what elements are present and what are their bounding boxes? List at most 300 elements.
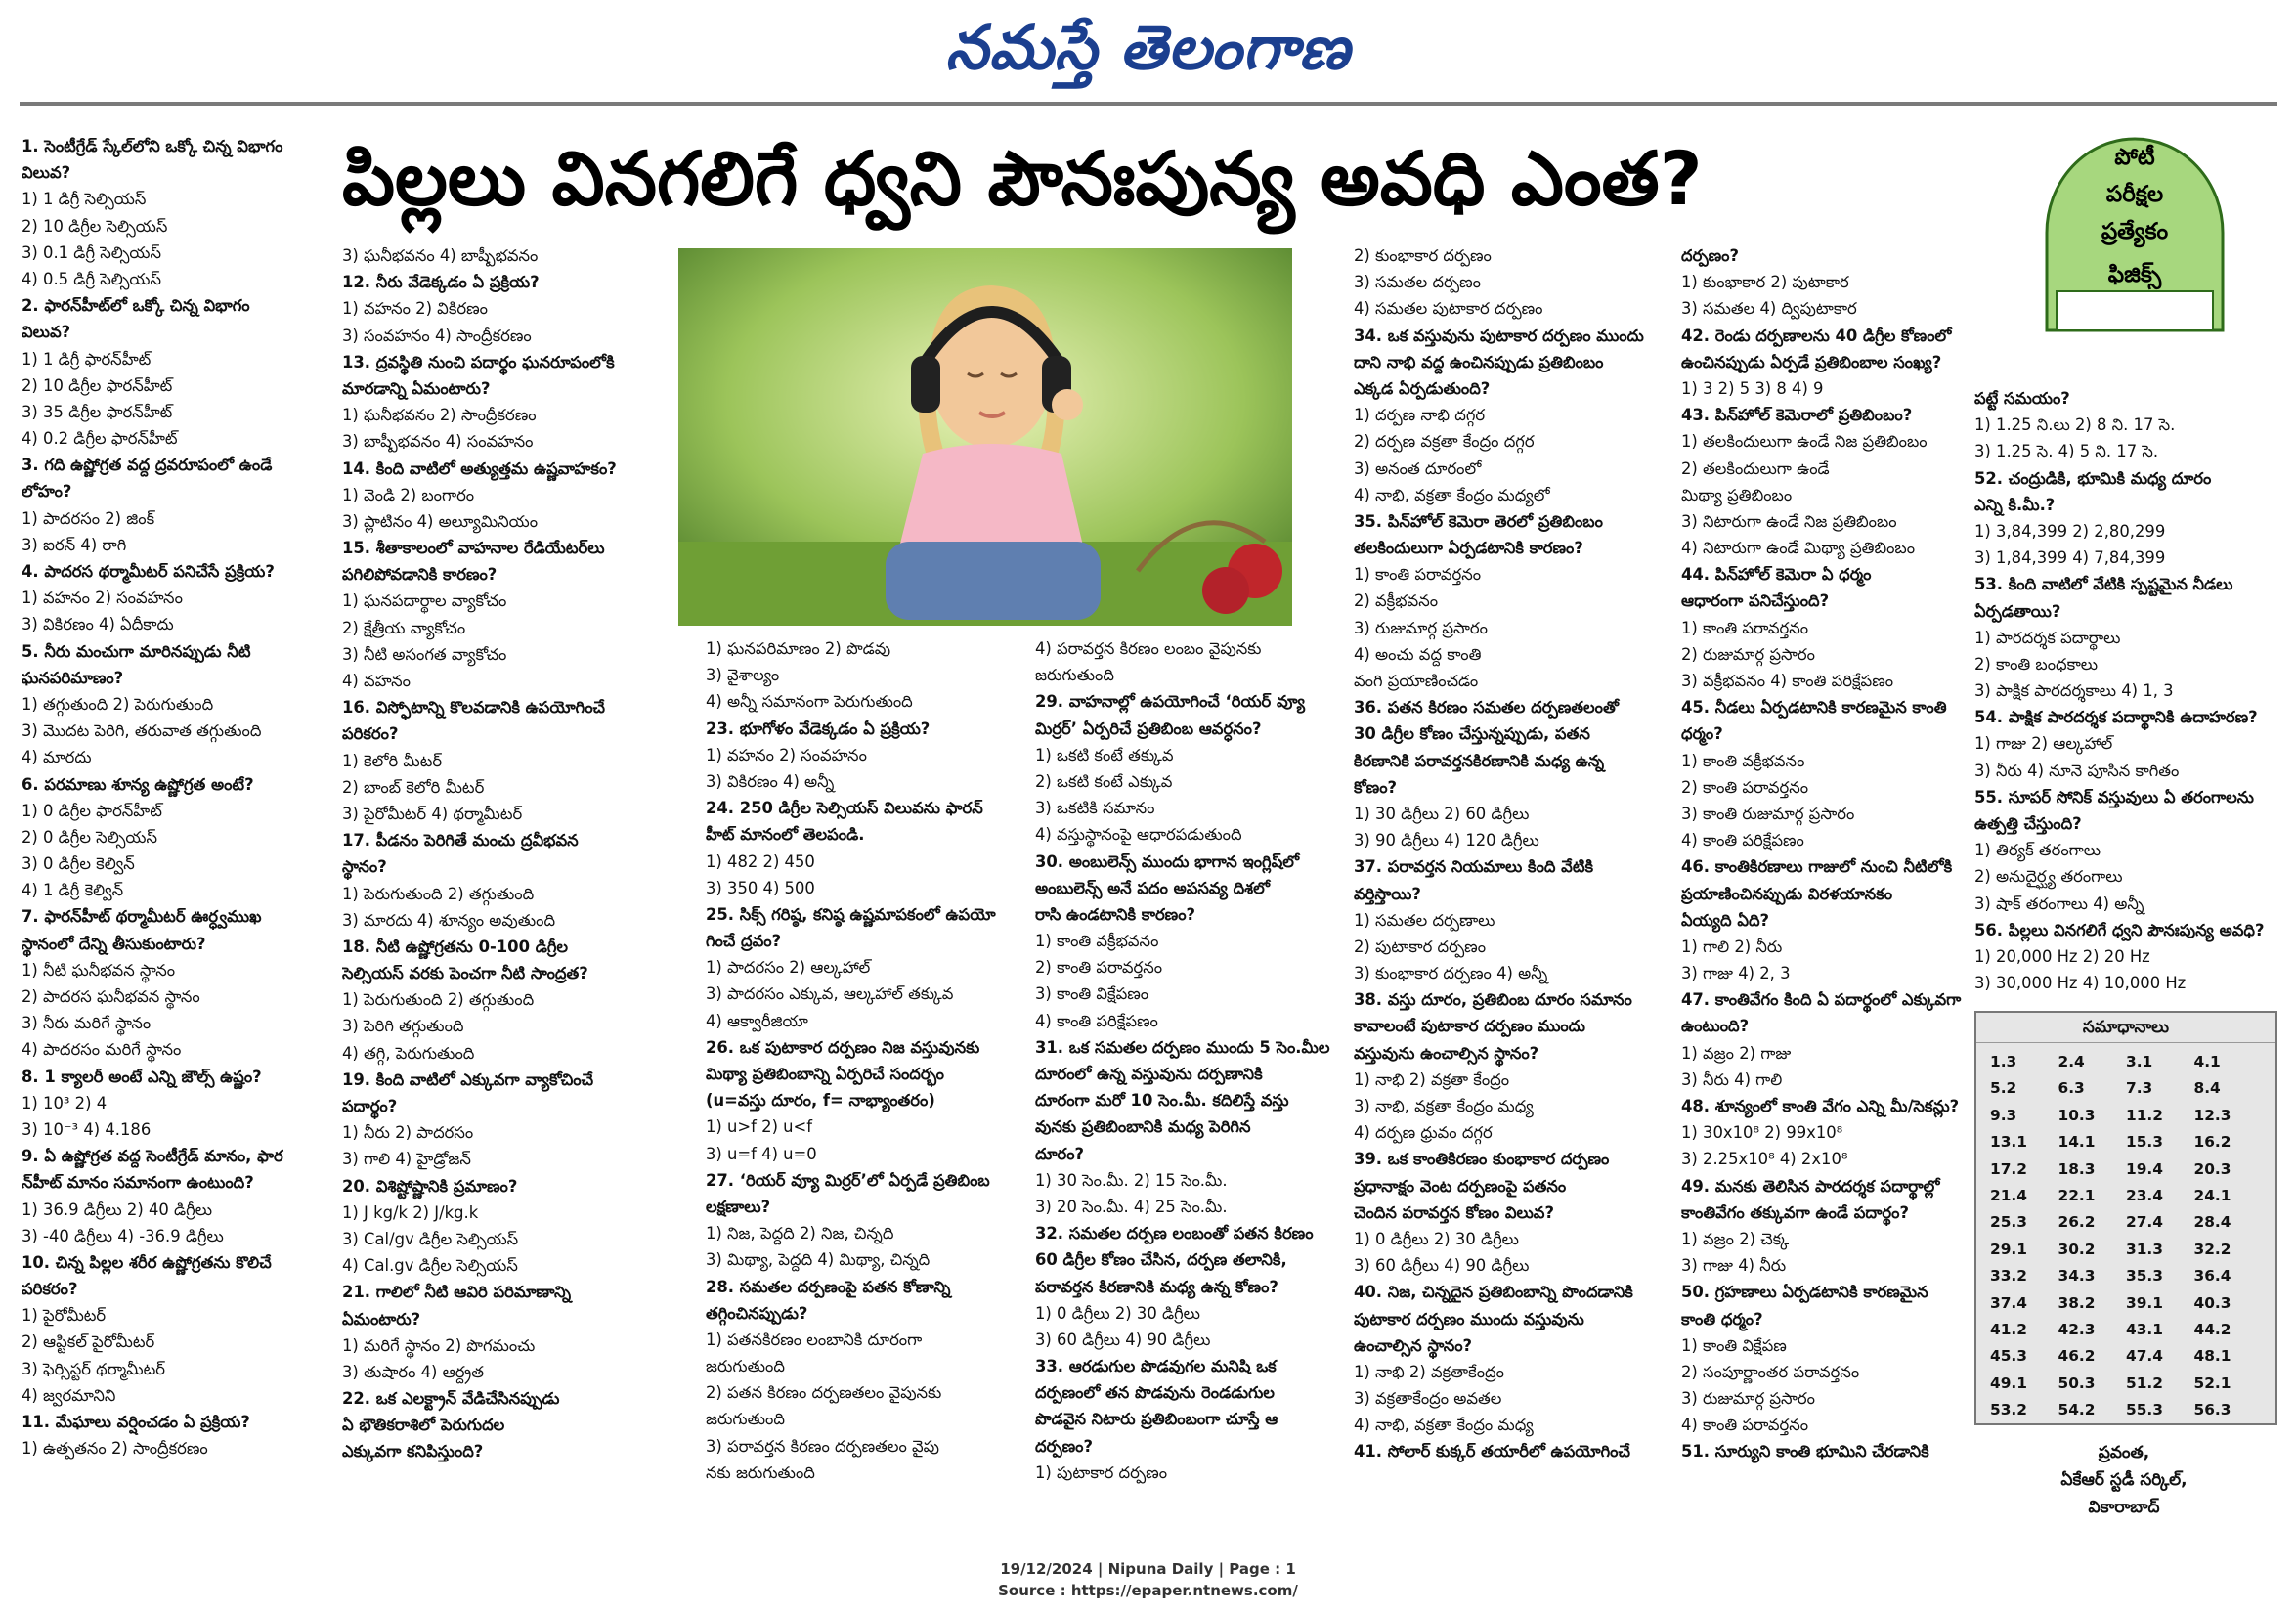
question-text: దర్పణం?: [1681, 246, 1739, 265]
page-footer: [0, 1558, 2296, 1601]
question-text: ఎక్కువగా కనిపిస్తుంది?: [342, 1442, 484, 1461]
question-text: 34. ఒక వస్తువును పుటాకార దర్పణం ముందు: [1354, 326, 1644, 345]
question-text: ధర్మం?: [1681, 724, 1723, 744]
option-text: 4) పాదరసం మరిగే స్థానం: [22, 1040, 182, 1060]
option-text: 1) 482 2) 450: [706, 851, 815, 871]
option-text: 3) మారదు 4) శూన్యం అవుతుంది: [342, 910, 556, 930]
answer-item: 36.4: [2193, 1267, 2231, 1286]
option-text: 3) -40 డిగ్రీలు 4) -36.9 డిగ్రీలు: [22, 1226, 224, 1245]
answer-item: 28.4: [2193, 1213, 2231, 1232]
option-text: 1) ఉత్పతనం 2) సాంద్రీకరణం: [22, 1439, 208, 1459]
option-text: 3) గాజు 4) నీరు: [1681, 1256, 1787, 1276]
question-text: 19. కింది వాటిలో ఎక్కువగా వ్యాకోచించే: [342, 1069, 594, 1089]
option-text: 3) 90 డిగ్రీలు 4) 120 డిగ్రీలు: [1354, 831, 1539, 851]
option-text: 1) ఘనపదార్థాల వ్యాకోచం: [342, 591, 507, 611]
question-text: పొడవైన నిటారు ప్రతిబింబంగా చూస్తే ఆ: [1035, 1410, 1278, 1429]
question-text: 50. గ్రహణాలు ఏర్పడటానికి కారణమైన: [1681, 1283, 1928, 1302]
option-text: 3) గాజు 4) 2, 3: [1681, 964, 1791, 983]
question-text: 7. ఫారన్‌హీట్ థర్మామీటర్ ఊర్ధ్వముఖ: [22, 907, 262, 927]
question-text: న్‌హీట్ మానం సమానంగా ఉంటుంది?: [22, 1173, 254, 1193]
option-text: 3) రుజుమార్గ ప్రసారం: [1354, 618, 1488, 637]
option-text: 1) u>f 2) u<f: [706, 1117, 813, 1137]
masthead-rule: [20, 102, 2277, 106]
option-text: 3) ఘనీభవనం 4) బాష్పీభవనం: [342, 246, 539, 265]
option-text: 3) 60 డిగ్రీలు 4) 90 డిగ్రీలు: [1035, 1330, 1211, 1349]
masthead-logo: నమస్తే తెలంగాణ: [945, 12, 1351, 83]
question-text: ఏమంటారు?: [342, 1309, 421, 1329]
option-text: 1) పెరుగుతుంది 2) తగ్గుతుంది: [342, 990, 535, 1010]
answer-item: 23.4: [2126, 1187, 2163, 1205]
question-text: 38. వస్తు దూరం, ప్రతిబింబ దూరం సమానం: [1354, 990, 1632, 1010]
question-text: స్థానంలో దేన్ని తీసుకుంటారు?: [22, 934, 206, 953]
question-text: 22. ఒక ఎలక్ట్రాన్ వేడిచేసినప్పుడు: [342, 1389, 560, 1409]
option-text: 1) వజ్రం 2) గాజు: [1681, 1043, 1792, 1063]
option-text: 3) 2.25x10⁸ 4) 2x10⁸: [1681, 1150, 1848, 1169]
answer-item: 37.4: [1990, 1293, 2027, 1312]
question-text: 29. వాహనాల్లో ఉపయోగించే ‘రియర్ వ్యూ: [1035, 692, 1305, 712]
option-text: జరుగుతుంది: [706, 1357, 785, 1376]
question-text: ఏ భౌతికరాశిలో పెరుగుదల: [342, 1416, 505, 1435]
answer-item: 32.2: [2193, 1240, 2231, 1258]
option-text: 3) Cal/gv డిగ్రీల సెల్సియస్: [342, 1229, 519, 1248]
question-text: 35. పిన్‌హోల్ కెమెరా తెరలో ప్రతిబింబం: [1354, 511, 1603, 531]
question-text: 18. నీటి ఉష్ణోగ్రతను 0-100 డిగ్రీల: [342, 937, 568, 956]
answer-item: 30.2: [2058, 1240, 2096, 1258]
question-text: పరావర్తన కిరణానికి మధ్య ఉన్న కోణం?: [1035, 1277, 1278, 1296]
option-text: 4) పరావర్తన కిరణం లంబం వైపునకు: [1035, 639, 1262, 658]
option-text: 3) 350 4) 500: [706, 878, 815, 897]
question-text: ఆధారంగా పనిచేస్తుంది?: [1681, 591, 1830, 611]
question-text: అంబులెన్స్ అనే పదం అపసవ్య దిశలో: [1035, 878, 1271, 897]
option-text: 3) నాభి, వక్రతా కేంద్రం మధ్య: [1354, 1097, 1534, 1115]
question-text: 60 డిగ్రీల కోణం చేసిన, దర్పణ తలానికి,: [1035, 1250, 1287, 1270]
option-text: 3) నీరు 4) గాలి: [1681, 1069, 1783, 1089]
option-text: 2) పతన కిరణం దర్పణతలం వైపునకు: [706, 1383, 942, 1403]
question-text: 6. పరమాణు శూన్య ఉష్ణోగ్రత అంటే?: [22, 774, 254, 794]
answer-item: 49.1: [1990, 1374, 2027, 1392]
option-text: 3) సమతల 4) ద్విపుటాకార: [1681, 299, 1857, 319]
answer-item: 6.3: [2058, 1079, 2085, 1098]
question-column-7: [1974, 385, 2283, 1001]
author-place: వికారాబాద్: [2088, 1498, 2160, 1517]
option-text: 1) 1 డిగ్రీ సెల్సియస్: [22, 190, 147, 209]
option-text: 2) రుజుమార్గ ప్రసారం: [1681, 644, 1815, 664]
question-text: (u=వస్తు దూరం, f= నాభ్యాంతరం): [706, 1091, 935, 1111]
question-text: 25. సిక్స్ గరిష్ఠ, కనిష్ఠ ఉష్ణమాపకంలో ఉపయో: [706, 904, 996, 924]
option-text: 3) 10⁻³ 4) 4.186: [22, 1119, 152, 1139]
question-column-6: [1681, 242, 1994, 1523]
option-text: 3) 60 డిగ్రీలు 4) 90 డిగ్రీలు: [1354, 1256, 1530, 1276]
option-text: 1) సమతల దర్పణాలు: [1354, 910, 1495, 930]
question-text: ఏయ్యది ఏది?: [1681, 910, 1770, 930]
question-text: 15. శీతాకాలంలో వాహనాల రేడియేటర్‌లు: [342, 539, 605, 558]
question-text: సెల్సియస్ వరకు పెంచగా నీటి సాంద్రత?: [342, 964, 588, 983]
question-text: దూరంగా మరో 10 సెం.మీ. కదిలిస్తే వస్తు: [1035, 1091, 1289, 1111]
option-text: 3) నిటారుగా ఉండే నిజ ప్రతిబింబం: [1681, 511, 1897, 531]
question-text: ఉంచాల్సిన స్థానం?: [1354, 1335, 1473, 1355]
question-text: 17. పీడనం పెరిగితే మంచు ద్రవీభవన: [342, 831, 579, 851]
option-text: 2) కాంతి పరావర్తనం: [1035, 958, 1163, 978]
option-text: 4) 0.2 డిగ్రీల ఫారన్‌హీట్: [22, 429, 178, 449]
question-text: 9. ఏ ఉష్ణోగ్రత వద్ద సెంటీగ్రేడ్ మానం, ఫార: [22, 1147, 283, 1166]
option-text: 2) కాంతి బంధకాలు: [1974, 654, 2099, 674]
answer-item: 40.3: [2193, 1293, 2231, 1312]
option-text: 1) 10³ 2) 4: [22, 1093, 108, 1112]
option-text: 3) 35 డిగ్రీల ఫారన్‌హీట్: [22, 402, 173, 421]
option-text: 1) ఒకటి కంటే తక్కువ: [1035, 745, 1174, 764]
question-text: లక్షణాలు?: [706, 1197, 771, 1216]
option-text: 3) 0.1 డిగ్రీ సెల్సియస్: [22, 242, 161, 262]
answer-item: 33.2: [1990, 1267, 2027, 1286]
option-text: 2) దర్పణ వక్రతా కేంద్రం దగ్గర: [1354, 432, 1535, 452]
question-text: 40. నిజ, చిన్నదైన ప్రతిబింబాన్ని పొందడానికి: [1354, 1283, 1633, 1302]
option-text: 1) గాలి 2) నీరు: [1681, 937, 1783, 956]
option-text: 3) తుషారం 4) ఆర్ద్రత: [342, 1362, 485, 1381]
answer-item: 56.3: [2193, 1401, 2231, 1419]
option-text: 3) పాక్షిక పారదర్శకాలు 4) 1, 3: [1974, 681, 2174, 701]
option-text: 2) అనుదైర్ఘ్య తరంగాలు: [1974, 867, 2123, 887]
answer-item: 10.3: [2058, 1106, 2096, 1124]
question-text: 42. రెండు దర్పణాలను 40 డిగ్రీల కోణంలో: [1681, 326, 1952, 345]
option-text: 1) 1.25 ని.లు 2) 8 ని. 17 సె.: [1974, 415, 2176, 435]
answer-item: 46.2: [2058, 1347, 2096, 1366]
question-text: ఎన్ని కి.మీ.?: [1974, 495, 2056, 514]
question-text: 49. మనకు తెలిసిన పారదర్శక పదార్థాల్లో: [1681, 1176, 1940, 1196]
question-text: 43. పిన్‌హోల్ కెమెరాలో ప్రతిబింబం?: [1681, 406, 1913, 425]
option-text: 1) తలకిందులుగా ఉండే నిజ ప్రతిబింబం: [1681, 432, 1928, 452]
option-text: 1) 0 డిగ్రీల ఫారన్‌హీట్: [22, 801, 162, 820]
option-text: 2) క్షేత్రీయ వ్యాకోచం: [342, 618, 466, 637]
option-text: 1) పాదరసం 2) జింక్: [22, 508, 155, 528]
option-text: 1) 3,84,399 2) 2,80,299: [1974, 521, 2166, 541]
question-text: 37. పరావర్తన నియమాలు కింది వేటికి: [1354, 857, 1594, 877]
option-text: 1) కెలోరి మీటర్: [342, 751, 443, 770]
question-text: 33. ఆరడుగుల పొడవుగల మనిషి ఒక: [1035, 1357, 1277, 1376]
question-text: రాసి ఉండటానికి కారణం?: [1035, 904, 1196, 924]
question-text: పట్టే సమయం?: [1974, 389, 2070, 408]
option-text: 4) వస్తుస్థానంపై ఆధారపడుతుంది: [1035, 825, 1242, 845]
answer-item: 22.1: [2058, 1187, 2096, 1205]
question-text: 30. అంబులెన్స్ ముందు భాగాన ఇంగ్లిష్‌లో: [1035, 851, 1300, 871]
answer-item: 25.3: [1990, 1213, 2027, 1232]
answer-item: 34.3: [2058, 1267, 2096, 1286]
question-text: 5. నీరు మంచుగా మారినప్పుడు నీటి: [22, 641, 251, 661]
option-text: 4) అంచు వద్ద కాంతి: [1354, 644, 1482, 664]
question-text: ఉంటుంది?: [1681, 1017, 1750, 1036]
question-text: 55. సూపర్ సోనిక్ వస్తువులు ఏ తరంగాలను: [1974, 787, 2254, 807]
answer-item: 41.2: [1990, 1321, 2027, 1339]
badge-text: [2037, 139, 2232, 293]
option-text: 3) గాలి 4) హైడ్రోజన్: [342, 1150, 471, 1169]
answer-item: 47.4: [2126, 1347, 2163, 1366]
badge-subject: ఫిజిక్స్: [2107, 262, 2162, 287]
question-text: 56. పిల్లలు వినగలిగే ధ్వని పౌనఃపున్య అవధి?: [1974, 920, 2265, 939]
option-text: 1) నిజ, పెద్దది 2) నిజ, చిన్నది: [706, 1224, 894, 1243]
answer-item: 8.4: [2193, 1079, 2221, 1098]
answer-item: 18.3: [2058, 1159, 2096, 1178]
question-text: మారడాన్ని ఏమంటారు?: [342, 378, 491, 398]
question-text: 1. సెంటీగ్రేడ్ స్కేల్‌లోని ఒక్కో చిన్న విభాగం: [22, 137, 283, 155]
option-text: 4) Cal.gv డిగ్రీల సెల్సియస్: [342, 1256, 518, 1276]
footer-date-line: 19/12/2024 | Nipuna Daily | Page : 1: [1000, 1560, 1296, 1578]
option-text: 3) కాంతి రుజుమార్గ ప్రసారం: [1681, 804, 1855, 823]
option-text: 1) కాంతి వక్రీభవనం: [1681, 751, 1805, 770]
question-text: 26. ఒక పుటాకార దర్పణం నిజ వస్తువునకు: [706, 1037, 980, 1057]
option-text: 1) 30 సెం.మీ. 2) 15 సెం.మీ.: [1035, 1170, 1228, 1190]
question-text: 53. కింది వాటిలో వేటికి స్పష్టమైన నీడలు: [1974, 575, 2233, 594]
question-text: చెందిన పరావర్తన కోణం విలువ?: [1354, 1202, 1554, 1222]
answer-item: 44.2: [2193, 1321, 2231, 1339]
question-text: దూరంలో ఉన్న వస్తువును దర్పణానికి: [1035, 1065, 1263, 1083]
option-text: 1) వహనం 2) వికిరణం: [342, 299, 488, 319]
question-text: 31. ఒక సమతల దర్పణం ముందు 5 సెం.మీల: [1035, 1037, 1330, 1057]
option-text: 4) నాభి, వక్రతా కేంద్రం మధ్యలో: [1354, 485, 1550, 504]
option-text: 3) బాష్పీభవనం 4) సంవహనం: [342, 432, 534, 452]
option-text: 3) ప్లాటినం 4) అల్యూమినియం: [342, 511, 539, 531]
option-text: 2) బాంబ్ కెలోరి మీటర్: [342, 777, 485, 797]
question-text: 45. నీడలు ఏర్పడటానికి కారణమైన కాంతి: [1681, 698, 1947, 718]
answer-item: 12.3: [2193, 1106, 2231, 1124]
option-text: 3) నీరు మరిగే స్థానం: [22, 1014, 152, 1033]
question-text: కాంతివేగం తక్కువగా ఉండే పదార్థం?: [1681, 1202, 1909, 1222]
option-text: 1) నీరు 2) పాదరసం: [342, 1123, 474, 1143]
option-text: 4) ఆక్వారీజియా: [706, 1011, 808, 1030]
answer-item: 11.2: [2126, 1106, 2163, 1124]
option-text: 3) 30,000 Hz 4) 10,000 Hz: [1974, 974, 2187, 993]
option-text: 1) పాదరసం 2) ఆల్కహాల్: [706, 958, 871, 978]
option-text: 3) ఫెర్సిస్టర్ థర్మామీటర్: [22, 1359, 165, 1378]
answer-item: 17.2: [1990, 1159, 2027, 1178]
answer-item: 51.2: [2126, 1374, 2163, 1392]
answer-item: 43.1: [2126, 1321, 2163, 1339]
answer-item: 52.1: [2193, 1374, 2231, 1392]
option-text: 3) అనంత దూరంలో: [1354, 458, 1482, 478]
option-text: 1) తిర్యక్ తరంగాలు: [1974, 841, 2101, 860]
option-text: 1) వహనం 2) సంవహనం: [22, 589, 183, 608]
option-text: 3) 1,84,399 4) 7,84,399: [1974, 548, 2166, 568]
option-text: 1) తగ్గుతుంది 2) పెరుగుతుంది: [22, 694, 214, 714]
answer-item: 48.1: [2193, 1347, 2231, 1366]
question-text: 54. పాక్షిక పారదర్శక పదార్థానికి ఉదాహరణ?: [1974, 708, 2258, 727]
answer-item: 4.1: [2193, 1053, 2221, 1070]
option-text: 2) పాదరస ఘనీభవన స్థానం: [22, 987, 200, 1006]
option-text: 2) ఆప్టికల్ పైరోమీటర్: [22, 1332, 155, 1352]
option-text: వంగి ప్రయాణించడం: [1354, 672, 1479, 690]
answers-title: సమాధానాలు: [1976, 1013, 2275, 1043]
question-text: ప్రయాణించినప్పుడు విరళయానకం: [1681, 884, 1893, 903]
option-text: 1) గాజు 2) ఆల్కహాల్: [1974, 734, 2113, 754]
question-text: 11. మేఘాలు వర్షించడం ఏ ప్రక్రియ?: [22, 1413, 250, 1431]
option-text: 2) వక్రీభవనం: [1354, 591, 1439, 611]
question-text: పరికరం?: [22, 1280, 78, 1299]
question-text: 2. ఫారన్‌హీట్‌లో ఒక్కో చిన్న విభాగం: [22, 296, 250, 316]
option-text: 1) కాంతి పరావర్తనం: [1354, 565, 1482, 585]
question-text: కిరణానికి పరావర్తనకిరణానికి మధ్య ఉన్న: [1354, 751, 1605, 770]
option-text: 3) వక్రీభవనం 4) కాంతి పరిక్షేపణం: [1681, 672, 1894, 690]
option-text: 4) అన్నీ సమానంగా పెరుగుతుంది: [706, 692, 913, 712]
question-text: 13. ద్రవస్థితి నుంచి పదార్థం ఘనరూపంలోకి: [342, 352, 615, 371]
photo-child-headphones: [678, 248, 1292, 626]
question-text: ఉంచినప్పుడు ఏర్పడే ప్రతిబింబాల సంఖ్య?: [1681, 352, 1942, 371]
option-text: 1) నాభి 2) వక్రతా కేంద్రం: [1354, 1069, 1510, 1089]
question-text: దర్పణంలో తన పొడవును రెండడుగుల: [1035, 1383, 1275, 1403]
question-text: తలకిందులుగా ఏర్పడటానికి కారణం?: [1354, 539, 1583, 558]
option-text: 3) షాక్ తరంగాలు 4) అన్నీ: [1974, 894, 2144, 913]
answer-item: 3.1: [2126, 1053, 2153, 1070]
question-text: 10. చిన్న పిల్లల శరీర ఉష్ణోగ్రతను కొలిచే: [22, 1252, 272, 1272]
question-text: పుటాకార దర్పణం ముందు వస్తువును: [1354, 1309, 1584, 1329]
answer-item: 50.3: [2058, 1374, 2096, 1392]
option-text: 1) నాభి 2) వక్రతాకేంద్రం: [1354, 1362, 1504, 1381]
question-text: విలువ?: [22, 163, 71, 183]
option-text: 4) మారదు: [22, 748, 92, 767]
question-text: కావాలంటే పుటాకార దర్పణం ముందు: [1354, 1017, 1585, 1036]
question-text: విలువ?: [22, 323, 71, 342]
question-text: 48. శూన్యంలో కాంతి వేగం ఎన్ని మీ/సెకన్లు?: [1681, 1097, 1960, 1115]
question-text: 39. ఒక కాంతికిరణం కుంభాకార దర్పణం: [1354, 1150, 1610, 1169]
question-text: పరికరం?: [342, 724, 399, 744]
option-text: 3) వికిరణం 4) అన్నీ: [706, 771, 835, 791]
answer-item: 45.3: [1990, 1347, 2027, 1366]
option-text: 1) నీటి ఘనీభవన స్థానం: [22, 960, 176, 980]
option-text: 4) నిటారుగా ఉండే మిథ్యా ప్రతిబింబం: [1681, 539, 1916, 558]
question-text: 44. పిన్‌హోల్ కెమెరా ఏ ధర్మం: [1681, 565, 1872, 585]
question-text: దాని నాభి వద్ద ఉంచినప్పుడు ప్రతిబింబం: [1354, 352, 1604, 371]
question-text: 47. కాంతివేగం కింది ఏ పదార్థంలో ఎక్కువగా: [1681, 990, 1962, 1010]
option-text: 1) 30x10⁸ 2) 99x10⁸: [1681, 1123, 1843, 1143]
question-text: దూరం?: [1035, 1144, 1085, 1163]
option-text: 3) వక్రతాకేంద్రం అవతల: [1354, 1389, 1502, 1409]
option-text: 1) 0 డిగ్రీలు 2) 30 డిగ్రీలు: [1035, 1303, 1200, 1323]
option-text: 2) 10 డిగ్రీల ఫారన్‌హీట్: [22, 375, 173, 395]
option-text: 4) కాంతి పరిక్షేపణం: [1681, 831, 1804, 851]
question-text: 46. కాంతికిరణాలు గాజులో నుంచి నీటిలోకి: [1681, 857, 1953, 877]
answer-item: 38.2: [2058, 1293, 2096, 1312]
option-text: 2) తలకిందులుగా ఉండే: [1681, 458, 1830, 478]
option-text: 3) పెరిగి తగ్గుతుంది: [342, 1017, 464, 1036]
option-text: 3) పరావర్తన కిరణం దర్పణతలం వైపు: [706, 1436, 940, 1456]
question-text: 28. సమతల దర్పణంపై పతన కోణాన్ని: [706, 1277, 951, 1296]
question-text: పగిలిపోవడానికి కారణం?: [342, 565, 498, 585]
answer-item: 53.2: [1990, 1401, 2027, 1419]
option-text: 1) కాంతి విక్షేపణ: [1681, 1335, 1787, 1355]
option-text: 1) కాంతి పరావర్తనం: [1681, 618, 1809, 637]
answer-item: 2.4: [2058, 1053, 2085, 1070]
badge-line: ప్రత్యేకం: [2101, 219, 2169, 244]
answer-item: 29.1: [1990, 1240, 2027, 1258]
option-text: 1) పెరుగుతుంది 2) తగ్గుతుంది: [342, 884, 535, 903]
question-text: ప్రధానాక్షం వెంట దర్పణంపై పతనం: [1354, 1176, 1567, 1196]
option-text: 3) u=f 4) u=0: [706, 1144, 817, 1163]
option-text: 3) 20 సెం.మీ. 4) 25 సెం.మీ.: [1035, 1197, 1228, 1216]
option-text: 1) 30 డిగ్రీలు 2) 60 డిగ్రీలు: [1354, 804, 1530, 823]
option-text: 1) పుటాకార దర్పణం: [1035, 1462, 1168, 1482]
answer-item: 16.2: [2193, 1133, 2231, 1152]
option-text: 2) ఒకటి కంటే ఎక్కువ: [1035, 771, 1173, 791]
question-column-2: [342, 242, 665, 1523]
option-text: 2) 0 డిగ్రీల సెల్సియస్: [22, 827, 157, 847]
option-text: 4) వహనం: [342, 672, 411, 690]
question-text: ఉత్పత్తి చేస్తుంది?: [1974, 814, 2082, 833]
question-text: పదార్థం?: [342, 1097, 398, 1115]
question-text: 12. నీరు వేడెక్కడం ఏ ప్రక్రియ?: [342, 273, 540, 292]
article-headline: పిల్లలు వినగలిగే ధ్వని పౌనఃపున్య అవధి ఎంత?: [342, 135, 1703, 222]
question-text: 20. విశిష్టోష్ణానికి ప్రమాణం?: [342, 1176, 518, 1196]
answer-item: 26.2: [2058, 1213, 2096, 1232]
option-text: 3) వైశాల్యం: [706, 666, 780, 685]
question-text: ఘనపరిమాణం?: [22, 668, 124, 687]
question-text: స్థానం?: [342, 857, 387, 877]
option-text: 1) 20,000 Hz 2) 20 Hz: [1974, 946, 2150, 966]
question-text: 36. పతన కిరణం సమతల దర్పణతలంతో: [1354, 698, 1619, 718]
option-text: 2) కాంతి పరావర్తనం: [1681, 777, 1809, 797]
answer-item: 14.1: [2058, 1133, 2096, 1152]
answer-item: 42.3: [2058, 1321, 2096, 1339]
option-text: 1) వహనం 2) సంవహనం: [706, 745, 867, 764]
option-text: మిథ్యా ప్రతిబింబం: [1681, 485, 1793, 504]
question-text: 16. విస్ఫోటాన్ని కొలవడానికి ఉపయోగించే: [342, 698, 605, 718]
option-text: 3) 1.25 సె. 4) 5 ని. 17 సె.: [1974, 442, 2159, 461]
answer-item: 27.4: [2126, 1213, 2163, 1232]
option-text: 1) కుంభాకార 2) పుటాకార: [1681, 273, 1849, 292]
answer-item: 31.3: [2126, 1240, 2163, 1258]
option-text: 2) కుంభాకార దర్పణం: [1354, 246, 1492, 265]
option-text: 1) 1 డిగ్రీ ఫారన్‌హీట్: [22, 349, 152, 369]
option-text: 3) పైరోమీటర్ 4) థర్మామీటర్: [342, 804, 523, 823]
question-text: మిర్రర్’ ఏర్పరిచే ప్రతిబింబ ఆవర్ధనం?: [1035, 719, 1262, 738]
answer-item: 9.3: [1990, 1106, 2017, 1124]
answers-grid: [1976, 1043, 2275, 1430]
answer-item: 5.2: [1990, 1079, 2017, 1098]
option-text: 3) 0 డిగ్రీల కెల్విన్: [22, 854, 135, 874]
option-text: 3) సమతల దర్పణం: [1354, 273, 1481, 292]
option-text: 1) వజ్రం 2) చెక్క: [1681, 1229, 1790, 1248]
option-text: 3) నీటి అసంగత వ్యాకోచం: [342, 644, 507, 664]
option-text: 2) 10 డిగ్రీల సెల్సియస్: [22, 216, 168, 236]
option-text: 1) పతనకిరణం లంబానికి దూరంగా: [706, 1330, 923, 1349]
article-photo: [678, 248, 1292, 626]
answer-item: 19.4: [2126, 1159, 2163, 1178]
question-text: 21. గాలిలో నీటి ఆవిరి పరిమాణాన్ని: [342, 1283, 572, 1302]
option-text: 3) రుజుమార్గ ప్రసారం: [1681, 1389, 1815, 1409]
question-column-5: [1354, 242, 1681, 1523]
question-text: 24. 250 డిగ్రీల సెల్సియస్ విలువను ఫారన్: [706, 799, 983, 818]
option-text: 4) నాభి, వక్రతా కేంద్రం మధ్య: [1354, 1416, 1534, 1435]
option-text: 4) కాంతి పరిక్షేపణం: [1035, 1011, 1158, 1030]
question-column-1: [22, 133, 338, 1521]
option-text: 2) పుటాకార దర్పణం: [1354, 937, 1487, 956]
question-text: 23. భూగోళం వేడెక్కడం ఏ ప్రక్రియ?: [706, 719, 931, 738]
question-text: హీట్ మానంలో తెలపండి.: [706, 825, 865, 845]
answer-item: 55.3: [2126, 1401, 2163, 1419]
option-text: 1) 3 2) 5 3) 8 4) 9: [1681, 378, 1824, 398]
section-badge: [2027, 115, 2242, 344]
question-text: వస్తువును ఉంచాల్సిన స్థానం?: [1354, 1043, 1539, 1063]
option-text: 4) కాంతి పరావర్తనం: [1681, 1416, 1809, 1435]
option-text: 1) 0 డిగ్రీలు 2) 30 డిగ్రీలు: [1354, 1229, 1519, 1248]
option-text: 1) పైరోమీటర్: [22, 1306, 107, 1326]
option-text: 1) మరిగే స్థానం 2) పొగమంచు: [342, 1335, 536, 1355]
answer-item: 15.3: [2126, 1133, 2163, 1152]
option-text: 1) పారదర్శక పదార్థాలు: [1974, 628, 2121, 647]
option-text: 1) J kg/k 2) J/kg.k: [342, 1202, 479, 1222]
option-text: 1) వెండి 2) బంగారం: [342, 485, 475, 504]
question-text: దర్పణం?: [1035, 1436, 1093, 1456]
option-text: 1) 36.9 డిగ్రీలు 2) 40 డిగ్రీలు: [22, 1200, 213, 1219]
option-text: జరుగుతుంది: [706, 1410, 785, 1429]
question-text: లోహం?: [22, 482, 72, 502]
answer-item: 20.3: [2193, 1159, 2231, 1178]
